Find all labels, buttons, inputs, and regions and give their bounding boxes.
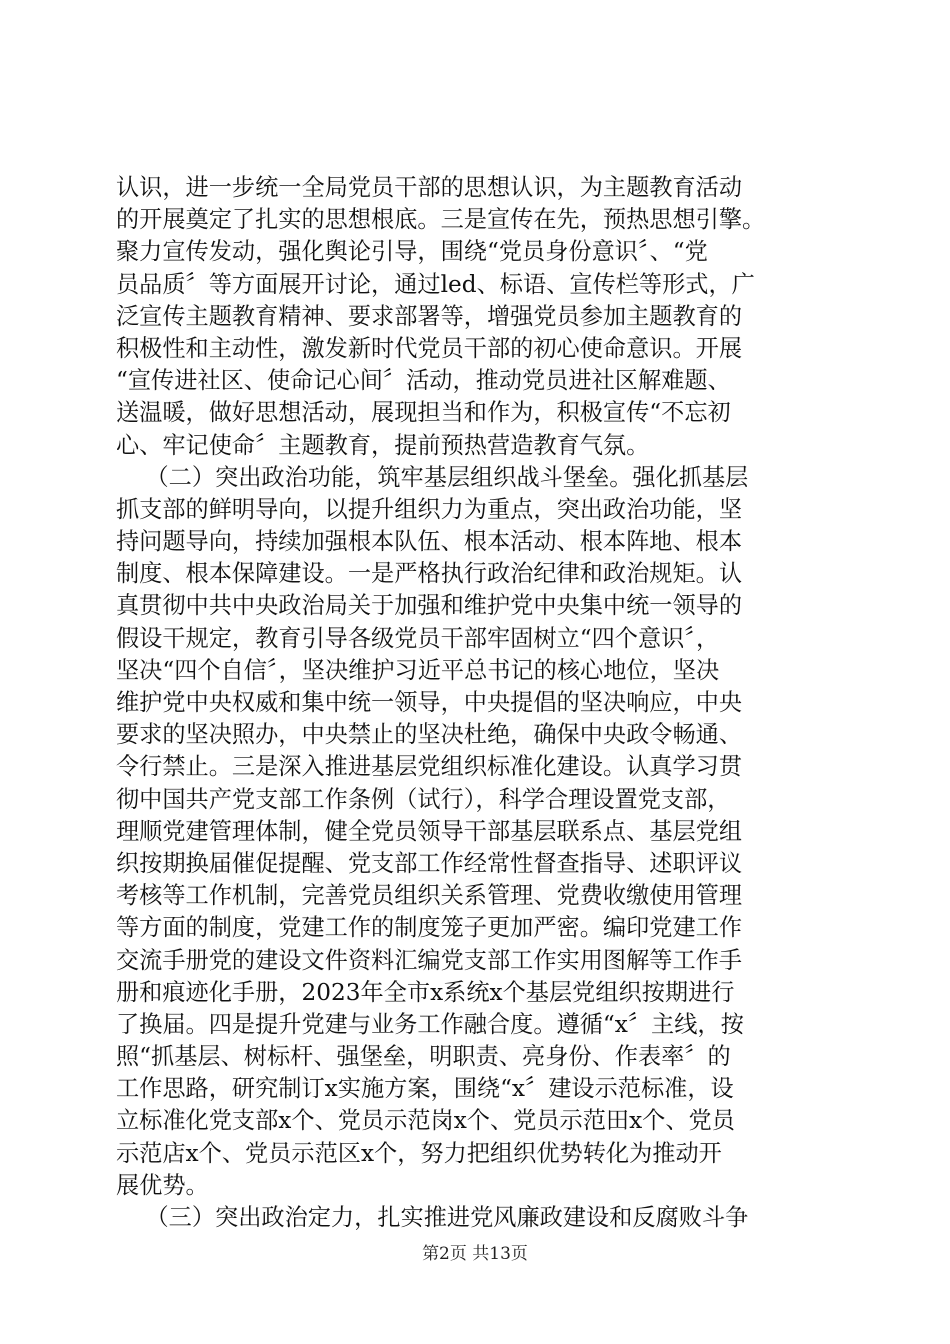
text-line: 要求的坚决照办，中央禁止的坚决杜绝，确保中央政令畅通、: [116, 721, 743, 749]
text-line: 心、牢记使命〞主题教育，提前预热营造教育气氛。: [116, 431, 650, 459]
text-line: 抓支部的鲜明导向，以提升组织力为重点，突出政治功能，坚: [116, 495, 743, 523]
text-line: 织按期换届催促提醒、党支部工作经常性督查指导、述职评议: [116, 849, 743, 877]
text-line: 制度、根本保障建设。一是严格执行政治纪律和政治规矩。认: [116, 560, 743, 588]
text-line: 员品质〞等方面展开讨论，通过led、标语、宣传栏等形式，广: [116, 270, 755, 298]
text-line: 假设干规定，教育引导各级党员干部牢固树立“四个意识〞，: [116, 624, 720, 652]
text-line: 送温暖，做好思想活动，展现担当和作为，积极宣传“不忘初: [116, 399, 731, 427]
text-line: 泛宣传主题教育精神、要求部署等，增强党员参加主题教育的: [116, 302, 743, 330]
body-text: [116, 172, 836, 1234]
text-line: 维护党中央权威和集中统一领导，中央提倡的坚决响应，中央: [116, 689, 743, 716]
text-line: “宣传进社区、使命记心间〞活动，推动党员进社区解难题、: [116, 367, 731, 395]
text-line: 的开展奠定了扎实的思想根底。三是宣传在先，预热思想引擎。: [116, 206, 766, 234]
text-line: 立标准化党支部x个、党员示范岗x个、党员示范田x个、党员: [116, 1107, 735, 1135]
text-line: 考核等工作机制，完善党员组织关系管理、党费收缴使用管理: [116, 882, 743, 910]
page-footer: 第2页 共13页: [422, 1244, 528, 1264]
text-line: 积极性和主动性，激发新时代党员干部的初心使命意识。开展: [116, 334, 743, 362]
text-line: （二）突出政治功能，筑牢基层组织战斗堡垒。强化抓基层: [116, 463, 749, 491]
text-line: 理顺党建管理体制，健全党员领导干部基层联系点、基层党组: [116, 817, 743, 845]
text-line: 展优势。: [116, 1171, 209, 1199]
text-line: 示范店x个、党员示范区x个，努力把组织优势转化为推动开: [116, 1139, 722, 1167]
text-line: 令行禁止。三是深入推进基层党组织标准化建设。认真学习贯: [116, 753, 743, 781]
text-line: 交流手册党的建设文件资料汇编党支部工作实用图解等工作手: [116, 946, 743, 974]
text-line: 聚力宣传发动，强化舆论引导，围绕“党员身份意识〞、“党: [116, 238, 708, 266]
text-line: 了换届。四是提升党建与业务工作融合度。遵循“x〞主线，按: [116, 1010, 744, 1038]
text-line: 等方面的制度，党建工作的制度笼子更加严密。编印党建工作: [116, 914, 743, 942]
text-line: 持问题导向，持续加强根本队伍、根本活动、根本阵地、根本: [116, 528, 743, 556]
text-line: 工作思路，研究制订x实施方案，围绕“x〞建设示范标准，设: [116, 1075, 734, 1103]
text-line: （三）突出政治定力，扎实推进党风廉政建设和反腐败斗争: [116, 1204, 749, 1231]
text-line: 册和痕迹化手册，2023年全市x系统x个基层党组织按期进行: [116, 978, 735, 1006]
text-line: 真贯彻中共中央政治局关于加强和维护党中央集中统一领导的: [116, 592, 743, 620]
text-line: 彻中国共产党支部工作条例（试行），科学合理设置党支部，: [116, 785, 731, 813]
text-line: 照“抓基层、树标杆、强堡垒，明职责、亮身份、作表率〞的: [116, 1043, 731, 1071]
text-line: 认识，进一步统一全局党员干部的思想认识，为主题教育活动: [116, 174, 743, 201]
text-line: 坚决“四个自信〞，坚决维护习近平总书记的核心地位，坚决: [116, 656, 720, 684]
